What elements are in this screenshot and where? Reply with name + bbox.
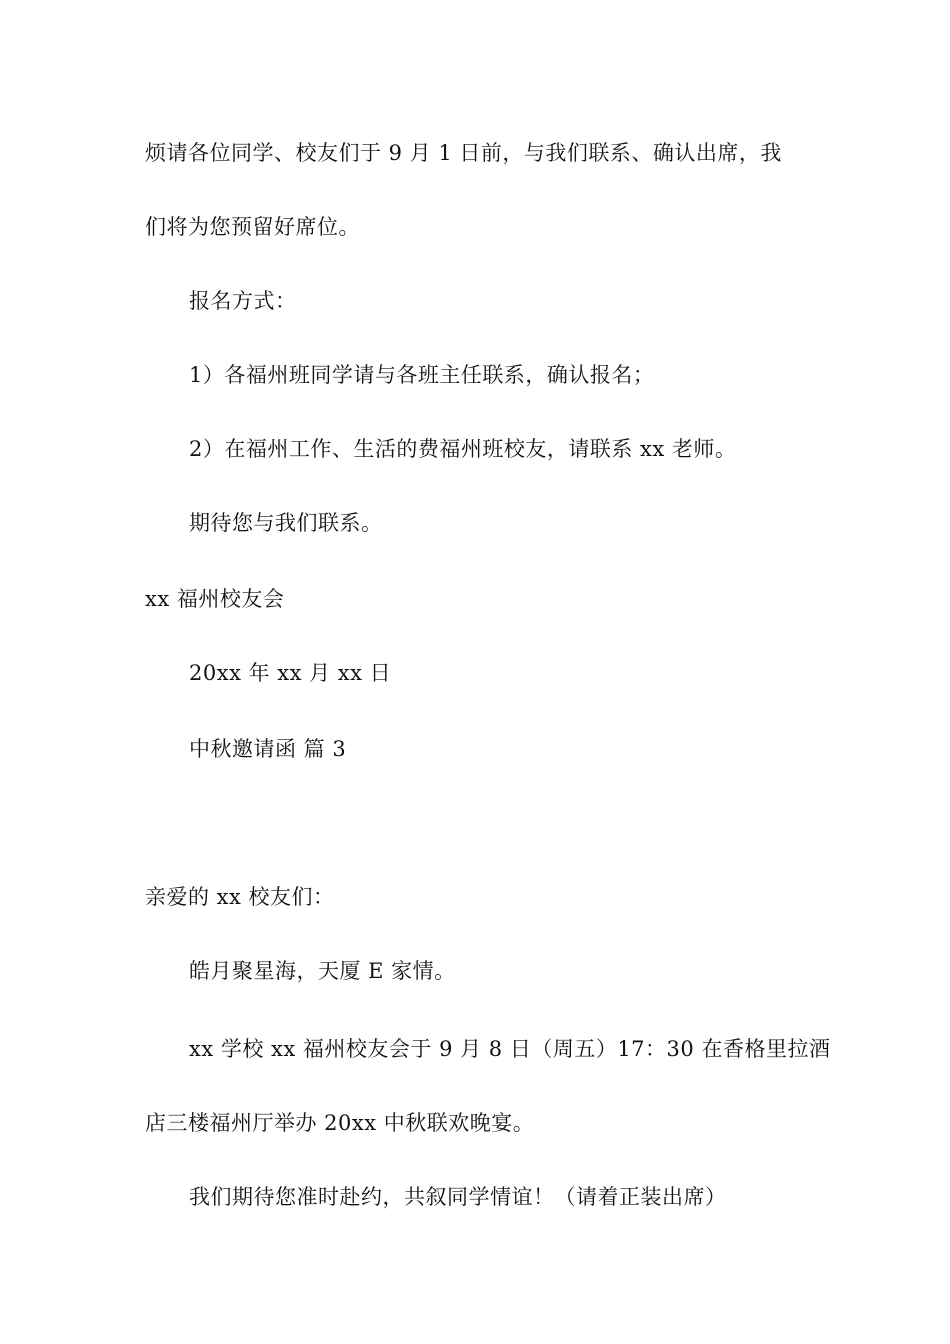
salutation: 亲爱的 xx 校友们： (145, 885, 335, 909)
paragraph-line-1: 烦请各位同学、校友们于 9 月 1 日前，与我们联系、确认出席，我 (145, 141, 782, 165)
registration-item-2: 2）在福州工作、生活的费福州班校友，请联系 xx 老师。 (189, 437, 737, 461)
opening-verse: 皓月聚星海，天厦 E 家情。 (189, 959, 456, 983)
paragraph-line-2: 们将为您预留好席位。 (145, 215, 360, 239)
invitation-closing: 我们期待您准时赴约，共叙同学情谊！（请着正装出席） (189, 1185, 727, 1209)
signature-date: 20xx 年 xx 月 xx 日 (189, 661, 392, 685)
closing-line: 期待您与我们联系。 (189, 511, 383, 535)
section-title: 中秋邀请函 篇 3 (189, 737, 347, 761)
registration-heading: 报名方式： (189, 289, 297, 313)
signature-organization: xx 福州校友会 (145, 587, 285, 611)
event-line-2: 店三楼福州厅举办 20xx 中秋联欢晚宴。 (145, 1111, 535, 1135)
registration-item-1: 1）各福州班同学请与各班主任联系，确认报名； (189, 363, 655, 387)
event-line-1: xx 学校 xx 福州校友会于 9 月 8 日（周五）17：30 在香格里拉酒 (189, 1037, 831, 1061)
